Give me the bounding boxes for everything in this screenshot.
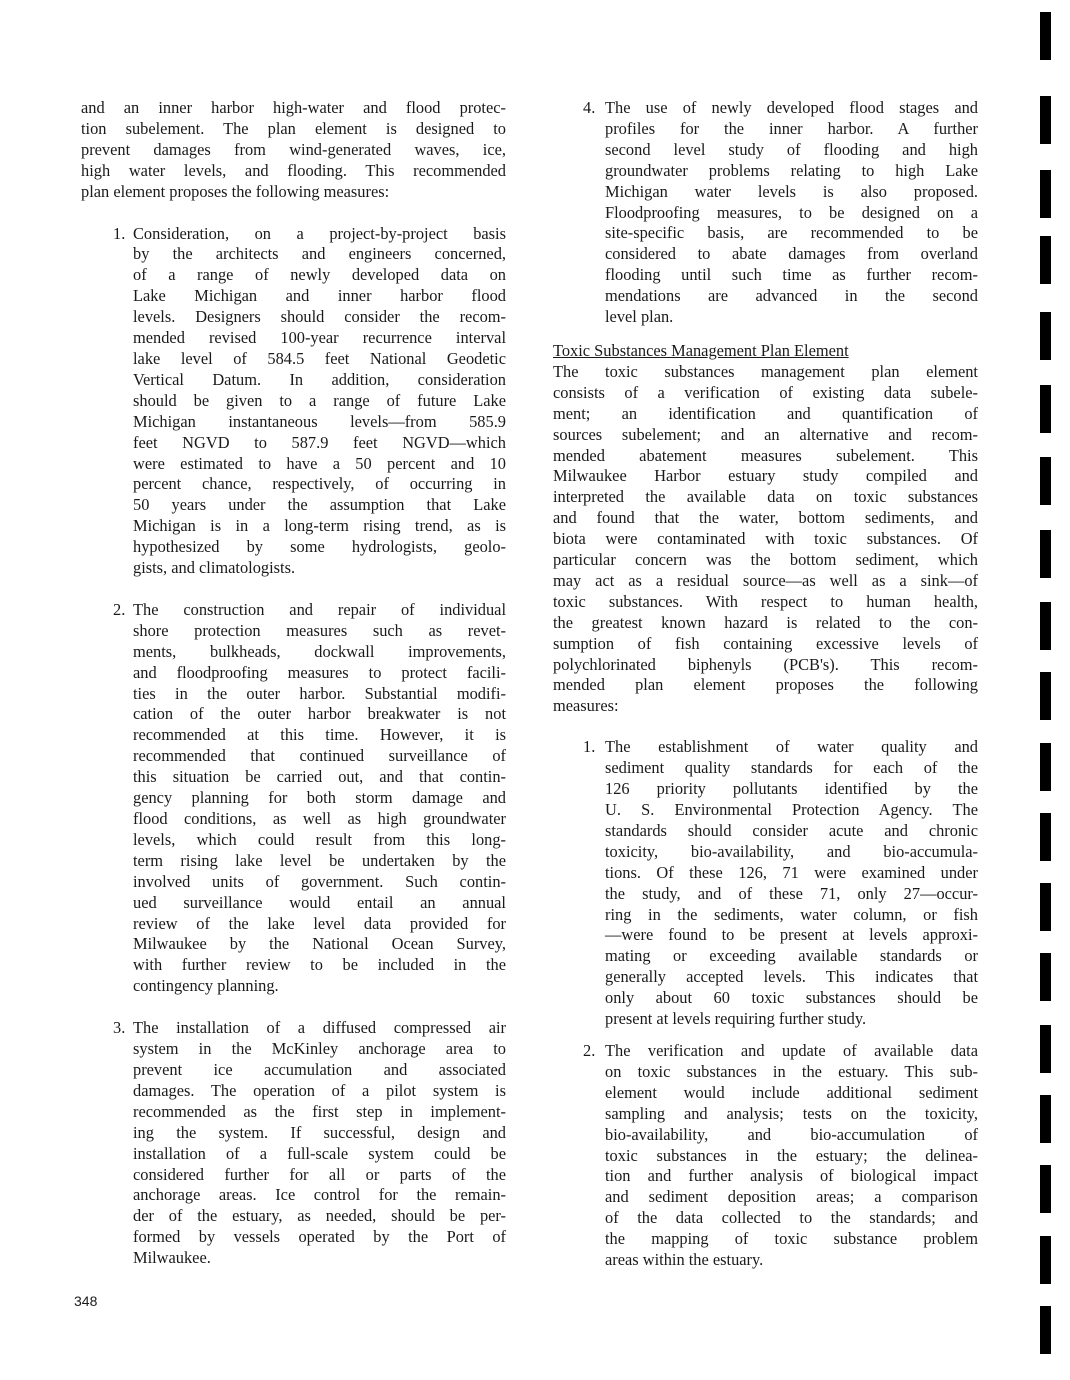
text-line: formed by vessels operated by the Port of [133,1227,506,1247]
text-line: ing the system. If successful, design and [133,1122,506,1142]
list-item [81,224,506,579]
text-line: considered to abate damages from overland [605,244,978,264]
text-line: on toxic substances in the estuary. This sub- [605,1061,978,1081]
item-text [133,224,506,579]
text-line: ties in the outer harbor. Substantial modifi- [133,683,506,703]
text-line: the mapping of toxic substance problem [605,1229,978,1249]
section-paragraph [553,362,978,717]
text-line: ment; an identification and quantification of [553,403,978,423]
text-line: tions. Of these 126, 71 were examined under [605,862,978,882]
text-line: involved units of government. Such contin- [133,871,506,891]
text-line: mended plan element proposes the following [553,675,978,695]
text-line: The verification and update of available data [605,1040,978,1060]
text-line: review of the lake level data provided for [133,913,506,933]
text-line: mended revised 100-year recurrence interval [133,328,506,348]
section-heading: Toxic Substances Management Plan Element [553,340,849,360]
text-line: Michigan is in a long-term rising trend, as is [133,516,506,536]
text-line: high water levels, and flooding. This recommended [81,160,506,180]
text-line: gency planning for both storm damage and [133,788,506,808]
text-line: The construction and repair of individual [133,599,506,619]
text-line: damages. The operation of a pilot system is [133,1080,506,1100]
text-line: interpreted the available data on toxic substances [553,487,978,507]
list-item [81,600,506,997]
text-line: Milwaukee Harbor estuary study compiled and [553,466,978,486]
text-line: The installation of a diffused compressed air [133,1018,506,1038]
page-number: 348 [74,1293,98,1309]
text-line: ments, bulkheads, dockwall improvements, [133,641,506,661]
text-line: Milwaukee. [133,1248,211,1268]
text-line: and sediment deposition areas; a comparison [605,1187,978,1207]
text-line: recommended as the first step in implement- [133,1101,506,1121]
text-line: U. S. Environmental Protection Agency. The [605,800,978,819]
item-text [133,1018,506,1269]
text-line: particular concern was the bottom sediment, which [553,550,978,570]
text-line: levels. Designers should consider the recom- [133,307,506,327]
item-number: 1. [113,223,126,243]
text-line: —were found to be present at levels approxi- [605,925,978,945]
text-line: only about 60 toxic substances should be [605,988,978,1008]
text-line: of a range of newly developed data on [133,265,506,285]
item-text [133,600,506,997]
text-line: sampling and analysis; tests on the toxicity, [605,1103,978,1123]
text-line: Consideration, on a project-by-project basis [133,223,506,243]
text-line: considered further for all or parts of the [133,1164,506,1184]
text-line: ued surveillance would entail an annual [133,892,506,912]
text-line: prevent ice accumulation and associated [133,1059,506,1079]
text-line: biota were contaminated with toxic substances. Of [553,529,978,549]
text-line: consists of a verification of existing data subele- [553,382,978,402]
list-item [553,737,978,1030]
text-line: and floodproofing measures to protect facili- [133,662,506,682]
text-line: gists, and climatologists. [133,558,296,578]
text-line: anchorage areas. Ice control for the remain- [133,1185,506,1205]
text-line: toxicity, bio-availability, and bio-accumula- [605,841,978,861]
text-line: system in the McKinley anchorage area to [133,1039,506,1059]
text-line: level plan. [605,307,674,327]
text-line: 126 priority pollutants identified by the [605,779,978,799]
text-line: feet NGVD to 587.9 feet NGVD—which [133,432,506,452]
text-line: element would include additional sediment [605,1082,978,1102]
text-line: term rising lake level be undertaken by the [133,850,506,870]
text-line: lake level of 584.5 feet National Geodetic [133,348,506,368]
text-line: were estimated to have a 50 percent and 10 [133,453,506,473]
text-line: 50 years under the assumption that Lake [133,495,506,515]
text-line: measures: [553,696,619,716]
text-line: levels, which could result from this long- [133,829,506,849]
text-line: sources subelement; and an alternative and recom- [553,424,978,444]
text-line: Lake Michigan and inner harbor flood [133,286,506,306]
text-line: plan element proposes the following measures: [81,181,390,201]
text-line: the greatest known hazard is related to the con- [553,612,978,632]
text-line: groundwater problems relating to high Lake [605,160,978,180]
item-number: 1. [583,737,596,757]
text-line: sediment quality standards for each of the [605,758,978,778]
text-line: Milwaukee by the National Ocean Survey, [133,934,506,954]
text-line: should be given to a range of future Lake [133,390,506,410]
text-line: toxic substances. With respect to human health, [553,591,978,611]
text-line: toxic substances in the estuary; the delinea- [605,1145,978,1165]
text-line: flood conditions, as well as high groundwater [133,809,506,828]
text-line: hypothesized by some hydrologists, geolo- [133,537,506,557]
text-line: Floodproofing measures, to be designed on a [605,202,978,222]
text-line: tion and further analysis of biological impact [605,1166,978,1186]
text-line: shore protection measures such as revet- [133,620,506,640]
text-line: tion subelement. The plan element is designed to [81,118,506,138]
text-line: with further review to be included in the [133,955,506,975]
text-line: mended abatement measures subelement. This [553,445,978,465]
text-line: installation of a full-scale system could be [133,1143,506,1163]
text-line: profiles for the inner harbor. A further [605,118,978,138]
text-line: Michigan water levels is also proposed. [605,181,978,201]
text-line: recommended at this time. However, it is [133,725,506,745]
text-line: recommended that continued surveillance of [133,746,506,766]
left-column [81,98,506,1269]
text-line: cation of the outer harbor breakwater is not [133,704,506,724]
text-line: contingency planning. [133,976,279,996]
list-item [553,98,978,328]
text-line: The establishment of water quality and [605,737,978,757]
text-line: percent chance, respectively, of occurring in [133,474,506,494]
text-line: flooding until such time as further recom- [605,265,978,285]
text-line: the study, and of these 71, only 27—occur- [605,883,978,903]
text-line: der of the estuary, as needed, should be per- [133,1206,506,1226]
text-line: second level study of flooding and high [605,139,978,159]
text-line: by the architects and engineers concerned, [133,244,506,264]
text-line: and an inner harbor high-water and flood protec- [81,98,506,117]
text-line: and found that the water, bottom sediments, and [553,508,978,528]
list-item [553,1041,978,1271]
item-number: 2. [113,599,126,619]
item-number: 4. [583,98,596,117]
item-number: 2. [583,1040,596,1060]
item-text [605,737,978,1030]
text-line: of the data collected to the standards; and [605,1208,978,1228]
text-line: polychlorinated biphenyls (PCB's). This recom- [553,654,978,674]
text-line: generally accepted levels. This indicates that [605,967,978,987]
text-line: sumption of fish containing excessive levels of [553,633,978,653]
text-line: ring in the sediments, water column, or fish [605,904,978,924]
text-line: mating or exceeding available standards or [605,946,978,966]
text-line: bio-availability, and bio-accumulation of [605,1124,978,1144]
text-line: areas within the estuary. [605,1250,764,1270]
item-text [605,98,978,328]
text-line: this situation be carried out, and that contin- [133,767,506,787]
right-column [553,98,978,1271]
text-line: Vertical Datum. In addition, consideration [133,369,506,389]
text-line: The use of newly developed flood stages and [605,98,978,117]
intro-paragraph [81,98,506,203]
text-line: present at levels requiring further study. [605,1009,867,1029]
list-item [81,1018,506,1269]
item-number: 3. [113,1018,126,1038]
text-line: may act as a residual source—as well as a sink—of [553,570,978,590]
text-line: standards should consider acute and chronic [605,820,978,840]
text-line: Michigan instantaneous levels—from 585.9 [133,411,506,431]
item-text [605,1041,978,1271]
text-line: mendations are advanced in the second [605,286,978,306]
text-line: prevent damages from wind-generated waves, ice, [81,139,506,159]
text-line: site-specific basis, are recommended to be [605,223,978,243]
text-line: The toxic substances management plan element [553,361,978,381]
